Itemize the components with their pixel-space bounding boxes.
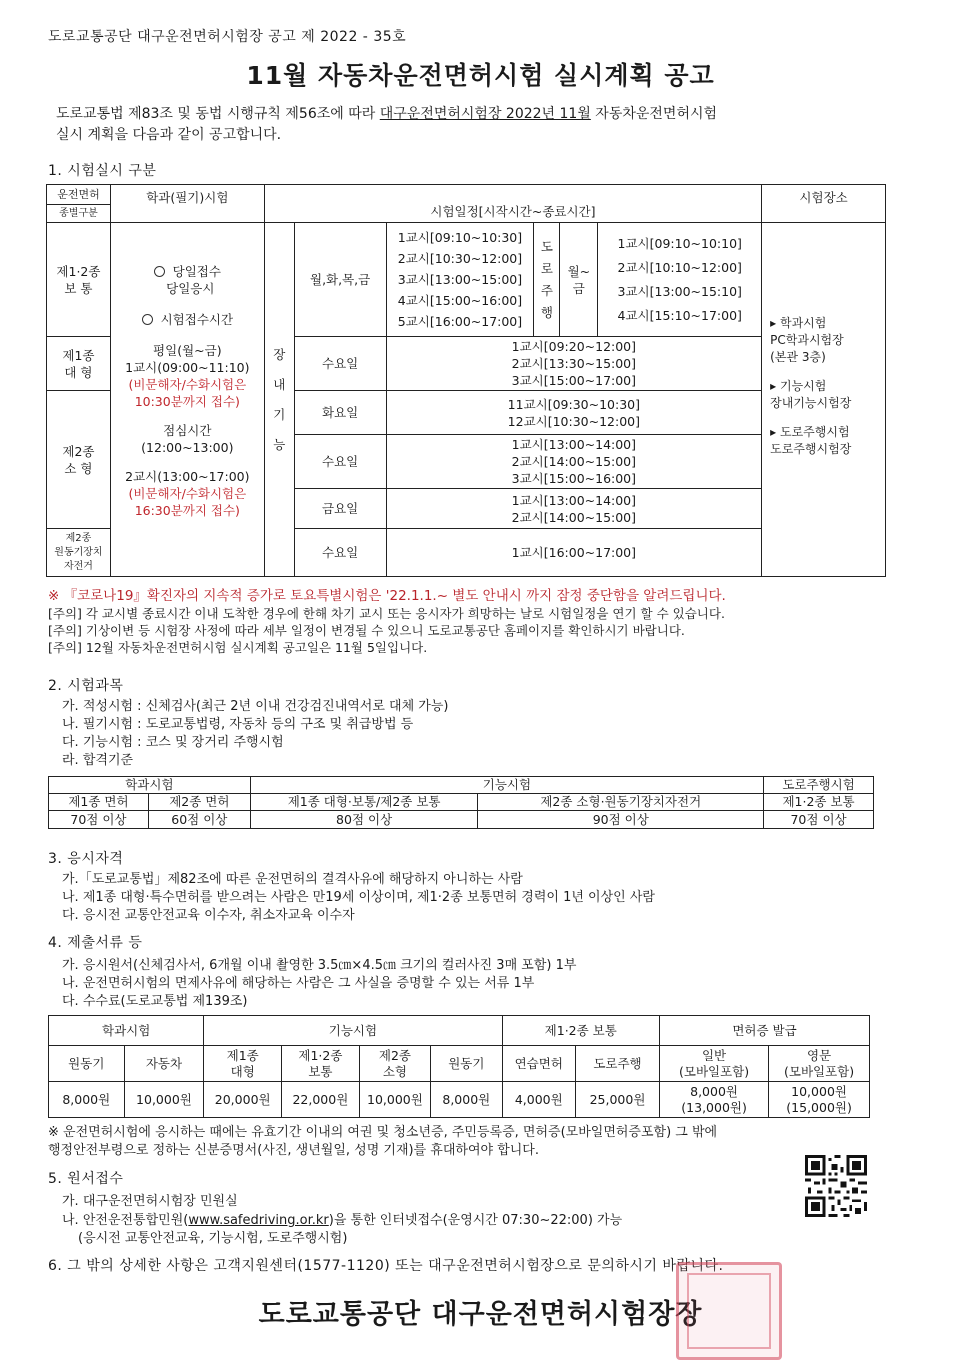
- intro-text-3: 실시 계획을 다음과 같이 공고합니다.: [56, 127, 282, 143]
- fee-value-4: 22,000원: [282, 1082, 360, 1118]
- covid-notice: ※ 『코로나19』확진자의 지속적 증가로 토요특별시험은 '22.1.1.~ 별도 안내시 까지 잠정 중단함을 알려드립니다.: [48, 588, 726, 604]
- fee-group-issue: 면허증 발급: [659, 1016, 869, 1046]
- fee-table: [48, 1015, 870, 1118]
- fee-value-10: 10,000원 (15,000원): [769, 1082, 870, 1118]
- fee-head-1: 원동기: [49, 1046, 125, 1082]
- pass-head-1: 제1종 면허: [49, 794, 149, 811]
- pass-group-skill: 기능시험: [250, 777, 763, 794]
- header-schedule: 시험일정[시작시간~종료시간]: [264, 185, 761, 223]
- weekday-label: 평일(월~금): [153, 343, 222, 358]
- pass-value-3: 80점 이상: [250, 811, 478, 829]
- pass-value-5: 70점 이상: [764, 811, 874, 829]
- fee-head-3: 제1종 대형: [204, 1046, 282, 1082]
- fee-value-8: 25,000원: [576, 1082, 660, 1118]
- pass-group-written: 학과시험: [49, 777, 251, 794]
- sessions-row-1: 1교시[09:10~10:30] 2교시[10:30~12:00] 3교시[13:00~15:00] 4교시[15:00~16:00] 5교시[16:00~17:00]: [386, 223, 534, 337]
- day-row-3: 화요일: [294, 391, 386, 435]
- qualification-c: 다. 응시전 교통안전교육 이수자, 취소자교육 이수자: [62, 908, 355, 923]
- intro-underlined: 대구운전면허시험장 2022년 11월: [379, 106, 591, 122]
- fee-head-10: 영문 (모바일포함): [769, 1046, 870, 1082]
- signature-line: 도로교통공단 대구운전면허시험장장: [258, 1299, 703, 1330]
- pass-head-3: 제1종 대형·보통/제2종 보통: [250, 794, 478, 811]
- document-c: 다. 수수료(도로교통법 제139조): [62, 994, 248, 1009]
- fee-value-1: 8,000원: [49, 1082, 125, 1118]
- fee-head-2: 자동차: [124, 1046, 204, 1082]
- fee-value-2: 10,000원: [124, 1082, 204, 1118]
- pass-head-5: 제1·2종 보통: [764, 794, 874, 811]
- application-a: 가. 대구운전면허시험장 민원실: [62, 1194, 238, 1209]
- safedriving-link[interactable]: www.safedriving.or.kr: [188, 1213, 329, 1228]
- day-row-4: 수요일: [294, 435, 386, 489]
- day-row-1: 월,화,목,금: [294, 223, 386, 337]
- document-number: 도로교통공단 대구운전면허시험장 공고 제 2022 - 35호: [48, 29, 407, 45]
- note-3: [주의] 12월 자동차운전면허시험 실시계획 공고일은 11월 5일입니다.: [48, 640, 428, 655]
- fee-value-7: 4,000원: [502, 1082, 575, 1118]
- fee-head-9: 일반 (모바일포함): [659, 1046, 768, 1082]
- license-type-1: 제1·2종 보 통: [47, 223, 111, 337]
- place-written: ▸ 학과시험 PC학과시험장 (본관 3층): [770, 316, 844, 364]
- intro-text-1: 도로교통법 제83조 및 동법 시행규칙 제56조에 따라: [56, 106, 380, 122]
- lunch-time: (12:00~13:00): [141, 440, 234, 455]
- section-5-heading: 5. 원서접수: [48, 1171, 124, 1187]
- day-row-5: 금요일: [294, 489, 386, 529]
- schedule-table: [46, 184, 886, 577]
- section-6-contact: 6. 그 밖의 상세한 사항은 고객지원센터(1577-1120) 또는 대구운전면허시험장으로 문의하시기 바랍니다.: [48, 1258, 724, 1274]
- note-2: [주의] 기상이변 등 시험장 사정에 따라 세부 일정이 변경될 수 있으니 도로교통공단 홈페이지를 확인하시기 바랍니다.: [48, 623, 685, 638]
- session1-time: 1교시(09:00~11:10): [125, 360, 250, 375]
- road-test-sessions: 1교시[09:10~10:10] 2교시[10:10~12:00] 3교시[13:00~15:10] 4교시[15:10~17:00]: [598, 223, 762, 337]
- sessions-row-5: 1교시[13:00~14:00] 2교시[14:00~15:00]: [386, 489, 762, 529]
- fee-value-5: 10,000원: [359, 1082, 430, 1118]
- page-title: 11월 자동차운전면허시험 실시계획 공고: [246, 61, 715, 90]
- document-b: 나. 운전면허시험의 면제사유에 해당하는 사람은 그 사실을 증명할 수 있는 서류 1부: [62, 976, 535, 991]
- fee-value-3: 20,000원: [204, 1082, 282, 1118]
- subject-a: 가. 적성시험 : 신체검사(최근 2년 이내 건강검진내역서로 대체 가능): [62, 699, 449, 714]
- session2-note-a: (비문해자/수화시험은: [128, 486, 247, 501]
- section-2-heading: 2. 시험과목: [48, 678, 124, 694]
- pass-value-2: 60점 이상: [148, 811, 250, 829]
- reception-time-label: 시험접수시간: [111, 311, 264, 328]
- sessions-row-3: 11교시[09:30~10:30] 12교시[10:30~12:00]: [386, 391, 762, 435]
- application-b-post: )을 통한 인터넷접수(운영시간 07:30~22:00) 가능: [328, 1213, 623, 1228]
- fee-value-6: 8,000원: [431, 1082, 502, 1118]
- subject-b: 나. 필기시험 : 도로교통법령, 자동차 등의 구조 및 취급방법 등: [62, 717, 414, 732]
- exam-places: [762, 223, 886, 577]
- day-row-6: 수요일: [294, 529, 386, 577]
- place-road: ▸ 도로주행시험 도로주행시험장: [770, 425, 852, 456]
- sessions-row-4: 1교시[13:00~14:00] 2교시[14:00~15:00] 3교시[15:00~16:00]: [386, 435, 762, 489]
- road-test-label: 도 로 주 행: [534, 223, 560, 337]
- license-type-3: 제2종 소 형: [47, 391, 111, 529]
- section-1-heading: 1. 시험실시 구분: [48, 163, 157, 179]
- skill-test-label: 장 내 기 능: [264, 223, 294, 577]
- session1-note-a: (비문해자/수화시험은: [128, 377, 247, 392]
- pass-value-4: 90점 이상: [478, 811, 764, 829]
- note-1: [주의] 각 교시별 종료시간 이내 도착한 경우에 한해 차기 교시 또는 응시자가 희망하는 날로 시험일정을 연기 할 수 있습니다.: [48, 606, 725, 621]
- qualification-b: 나. 제1종 대형·특수면허를 받으려는 사람은 만19세 이상이며, 제1·2종 보통면허 경력이 1년 이상인 사람: [62, 890, 655, 905]
- license-type-4: 제2종 원동기장치 자전거: [47, 529, 111, 577]
- fee-value-9: 8,000원 (13,000원): [659, 1082, 768, 1118]
- same-day-line-b: 당일응시: [166, 281, 215, 296]
- session1-note-b: 10:30분까지 접수): [134, 394, 240, 409]
- pass-head-4: 제2종 소형·원동기장치자전거: [478, 794, 764, 811]
- same-day-line-a: 당일접수: [111, 263, 264, 280]
- sessions-row-6: 1교시[16:00~17:00]: [386, 529, 762, 577]
- day-row-2: 수요일: [294, 337, 386, 391]
- fee-group-written: 학과시험: [49, 1016, 204, 1046]
- header-place: 시험장소: [762, 185, 886, 223]
- fee-head-4: 제1·2종 보통: [282, 1046, 360, 1082]
- pass-criteria-table: [48, 776, 874, 829]
- qualification-a: 가.「도로교통법」제82조에 따른 운전면허의 결격사유에 해당하지 아니하는 사람: [62, 872, 523, 887]
- subject-d: 라. 합격기준: [62, 753, 134, 768]
- session2-time: 2교시(13:00~17:00): [125, 469, 250, 484]
- sessions-row-2: 1교시[09:20~12:00] 2교시[13:30~15:00] 3교시[15:00~17:00]: [386, 337, 762, 391]
- pass-head-2: 제2종 면허: [148, 794, 250, 811]
- place-skill: ▸ 기능시험 장내기능시험장: [770, 379, 852, 410]
- application-b-pre: 나. 안전운전통합민원(: [62, 1213, 189, 1228]
- pass-group-road: 도로주행시험: [764, 777, 874, 794]
- pass-value-1: 70점 이상: [49, 811, 149, 829]
- fee-group-skill: 기능시험: [204, 1016, 502, 1046]
- intro-text-2: 자동차운전면허시험: [590, 106, 718, 122]
- intro-paragraph: [56, 104, 906, 146]
- fee-head-8: 도로주행: [576, 1046, 660, 1082]
- header-license-b: 종별구분: [47, 205, 111, 223]
- official-seal-icon: [676, 1262, 782, 1360]
- section-3-heading: 3. 응시자격: [48, 851, 124, 867]
- fee-group-road: 제1·2종 보통: [502, 1016, 659, 1046]
- fee-head-7: 연습면허: [502, 1046, 575, 1082]
- header-license-a: 운전면허: [47, 185, 111, 205]
- document-a: 가. 응시원서(신체검사서, 6개월 이내 촬영한 3.5㎝×4.5㎝ 크기의 컬러사진 3매 포함) 1부: [62, 958, 577, 973]
- lunch-label: 점심시간: [163, 423, 212, 438]
- qr-code-icon[interactable]: [805, 1155, 867, 1217]
- road-test-days: 월~ 금: [560, 223, 598, 337]
- written-exam-info: [110, 223, 264, 577]
- application-b-sub: (응시전 교통안전교육, 기능시험, 도로주행시험): [78, 1231, 348, 1246]
- section-4-heading: 4. 제출서류 등: [48, 935, 143, 951]
- header-written: 학과(필기)시험: [110, 185, 264, 223]
- id-note: ※ 운전면허시험에 응시하는 때에는 유효기간 이내의 여권 및 청소년증, 주민등록증, 면허증(모바일면허증포함) 그 밖에 행정안전부령으로 정하는 신분증명서(사진, 생년월일, 성명 기재)를 휴대하여야 합니다.: [48, 1125, 718, 1158]
- session2-note-b: 16:30분까지 접수): [134, 503, 240, 518]
- subject-c: 다. 기능시험 : 코스 및 장거리 주행시험: [62, 735, 284, 750]
- license-type-2: 제1종 대 형: [47, 337, 111, 391]
- fee-head-6: 원동기: [431, 1046, 502, 1082]
- application-b: [62, 1209, 622, 1228]
- fee-head-5: 제2종 소형: [359, 1046, 430, 1082]
